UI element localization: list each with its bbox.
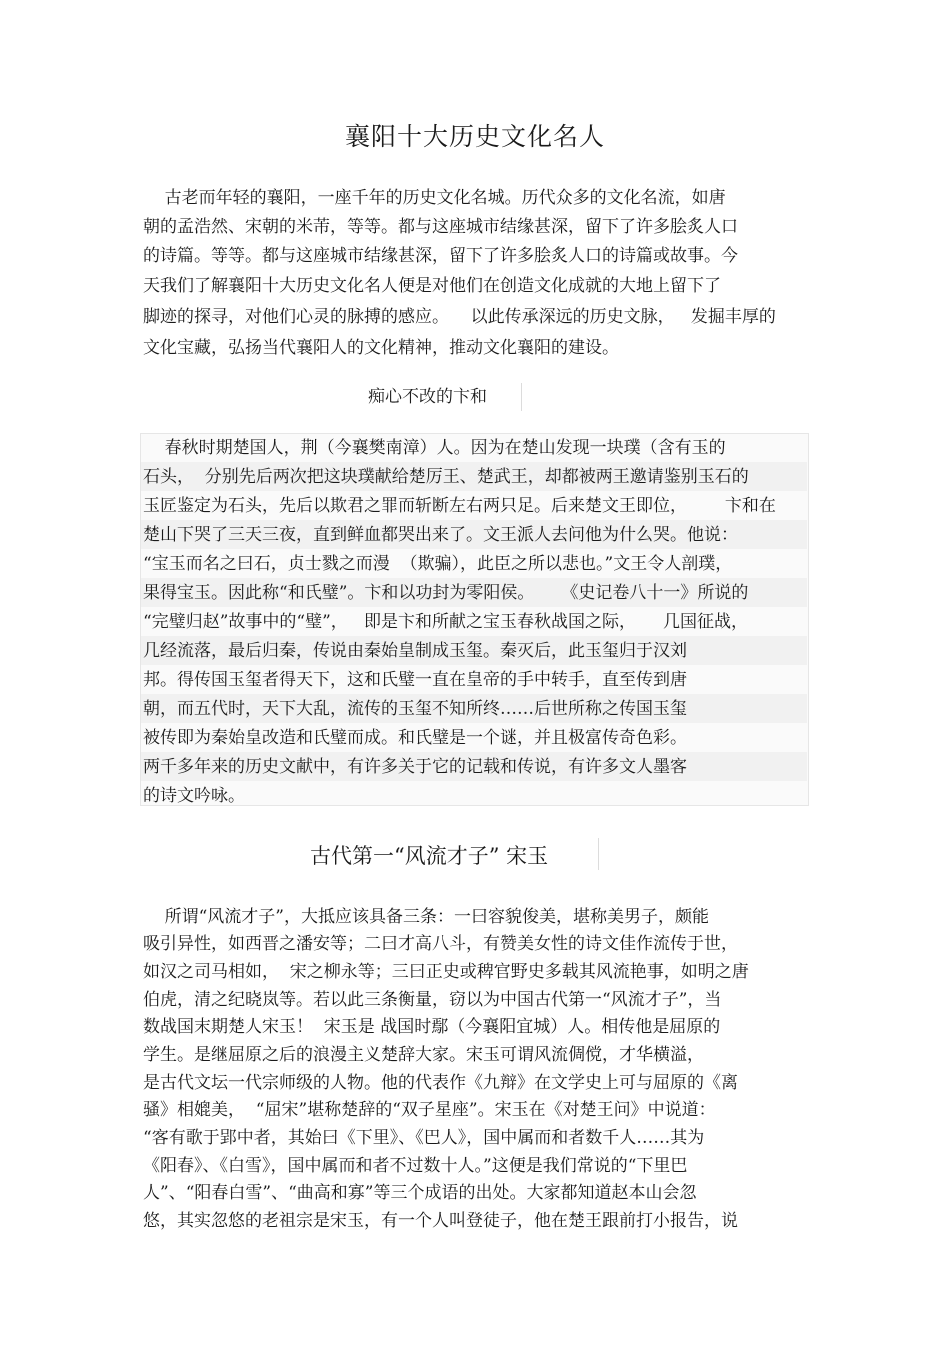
divider: [521, 383, 522, 411]
intro-line: 天我们了解襄阳十大历史文化名人便是对他们在创造文化成就的大地上留下了: [143, 276, 721, 296]
section1-line: 被传即为秦始皇改造和氏璧而成。和氏璧是一个谜，并且极富传奇色彩。: [143, 728, 687, 748]
section2-line: 数战国末期楚人宋玉！ 宋玉是 战国时鄢（今襄阳宜城）人。相传他是屈原的: [143, 1017, 721, 1037]
section1-line: 玉匠鉴定为石头，先后以欺君之罪而斩断左右两只足。后来楚文王即位， 卞和在: [143, 496, 776, 516]
section1-line: “宝玉而名之曰石，贞士戮之而漫 （欺骗），此臣之所以悲也。”文王令人剖璞，: [143, 554, 733, 574]
section1-line: 楚山下哭了三天三夜，直到鲜血都哭出来了。文王派人去问他为什么哭。他说：: [143, 525, 738, 545]
intro-line: 脚迹的探寻，对他们心灵的脉搏的感应。 以此传承深远的历史文脉， 发掘丰厚的: [143, 307, 776, 327]
section2-line: 骚》相媲美， “屈宋”堪称楚辞的“双子星座”。宋玉在《对楚王问》中说道：: [143, 1100, 716, 1120]
section1-line: 果得宝玉。因此称“和氏璧”。卞和以功封为零阳侯。 《史记卷八十一》所说的: [143, 583, 749, 603]
section2-line: 是古代文坛一代宗师级的人物。他的代表作《九辩》在文学史上可与屈原的《离: [143, 1073, 738, 1093]
section1-line: 石头， 分别先后两次把这块璞献给楚厉王、楚武王，却都被两王邀请鉴别玉石的: [143, 467, 749, 487]
section2-line: 如汉之司马相如， 宋之柳永等；三曰正史或稗官野史多载其风流艳事，如明之唐: [143, 962, 749, 982]
section2-line: “客有歌于郢中者，其始曰《下里》、《巴人》，国中属而和者数千人……其为: [143, 1128, 705, 1148]
intro-line: 的诗篇。等等。都与这座城市结缘甚深，留下了许多脍炙人口的诗篇或故事。今: [143, 246, 738, 266]
section1-line: 几经流落，最后归秦，传说由秦始皇制成玉玺。秦灭后，此玉玺归于汉刘: [143, 641, 687, 661]
section2-line: 所谓“风流才子”，大抵应该具备三条：一曰容貌俊美，堪称美男子，颇能: [143, 907, 709, 927]
section2-line: 人”、“阳春白雪”、“曲高和寡”等三个成语的出处。大家都知道赵本山会忽: [143, 1183, 697, 1203]
section1-line: 两千多年来的历史文献中，有许多关于它的记载和传说，有许多文人墨客: [143, 757, 687, 777]
section1-line: 的诗文吟咏。: [143, 786, 245, 806]
section1-line: 邦。得传国玉玺者得天下，这和氏璧一直在皇帝的手中转手，直至传到唐: [143, 670, 687, 690]
section2-line: 《阳春》、《白雪》，国中属而和者不过数十人。”这便是我们常说的“下里巴: [143, 1156, 688, 1176]
section1-line: 春秋时期楚国人，荆（今襄樊南漳）人。因为在楚山发现一块璞（含有玉的: [143, 438, 726, 458]
divider: [598, 838, 599, 870]
section2-line: 伯虎，清之纪晓岚等。若以此三条衡量，窃以为中国古代第一“风流才子”，当: [143, 990, 722, 1010]
section2-line: 悠，其实忽悠的老祖宗是宋玉，有一个人叫登徒子，他在楚王跟前打小报告，说: [143, 1211, 738, 1231]
intro-line: 朝的孟浩然、宋朝的米芾，等等。都与这座城市结缘甚深，留下了许多脍炙人口: [143, 217, 738, 237]
page-title: 襄阳十大历史文化名人: [344, 122, 605, 151]
intro-line: 古老而年轻的襄阳，一座千年的历史文化名城。历代众多的文化名流，如唐: [143, 188, 726, 208]
intro-line: 文化宝藏，弘扬当代襄阳人的文化精神，推动文化襄阳的建设。: [143, 338, 619, 358]
section2-line: 学生。是继屈原之后的浪漫主义楚辞大家。宋玉可谓风流倜傥，才华横溢，: [143, 1045, 704, 1065]
section-heading-bianhe: 痴心不改的卞和: [368, 387, 487, 407]
section2-line: 吸引异性，如西晋之潘安等；二曰才高八斗，有赞美女性的诗文佳作流传于世，: [143, 934, 738, 954]
section1-line: “完璧归赵”故事中的“璧”， 即是卞和所献之宝玉春秋战国之际， 几国征战，: [143, 612, 748, 632]
section-heading-songyu: 古代第一“风流才子” 宋玉: [310, 844, 549, 868]
section1-line: 朝，而五代时，天下大乱，流传的玉玺不知所终……后世所称之传国玉玺: [143, 699, 687, 719]
